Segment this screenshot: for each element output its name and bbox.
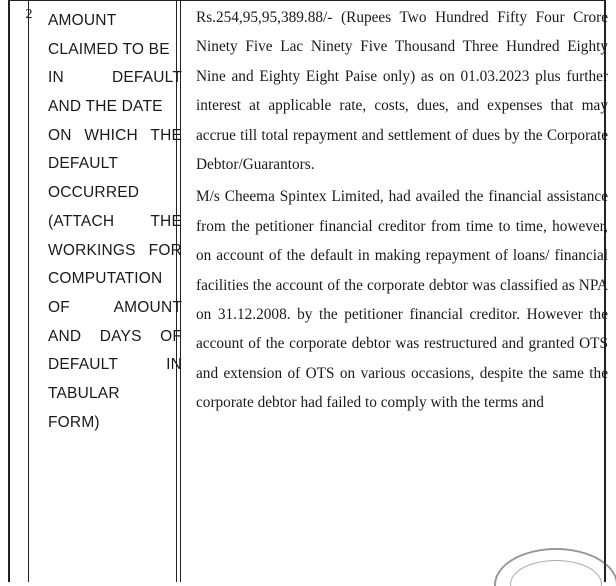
label-line: AMOUNT xyxy=(48,12,117,29)
label-line: OF AMOUNT xyxy=(48,298,182,316)
label-line: CLAIMED TO BE xyxy=(48,40,170,58)
label-line: DEFAULT IN xyxy=(48,356,182,374)
row-label xyxy=(48,7,182,437)
default-history-paragraph: M/s Cheema Spintex Limited, had availed the financial assistance from the petitioner financial creditor from time to time, however, on account of the default in making repayment of loans/ financial facilities the account of the corporate debtor was classified as NPA on 31.12.2008. by the petitioner financial creditor. However the account of the corporate debtor was restructured and granted OTS and extension of OTS on various occasions, despite the same the corporate debtor had failed to comply with the terms and xyxy=(196,188,608,412)
label-line: TABULAR xyxy=(48,384,120,402)
column-divider-serial xyxy=(28,1,29,582)
label-line: ON WHICH THE xyxy=(48,126,182,144)
claim-amount-paragraph: Rs.254,95,95,389.88/- (Rupees Two Hundred Fifty Four Crore Ninety Five Lac Ninety Five Thousand Three Hundred Eighty Nine and Eighty Eight Paise only) as on 01.03.2023 plus further interest at applicable rate, costs, dues, and expenses that may accrue till total repayment and settlement of dues by the Corporate Debtor/Guarantors. xyxy=(196,9,608,174)
label-line: IN DEFAULT xyxy=(48,69,182,87)
claim-table-row xyxy=(8,0,606,582)
label-line: COMPUTATION xyxy=(48,270,163,288)
label-line: (ATTACH THE xyxy=(48,212,182,230)
row-description xyxy=(196,3,608,418)
label-line: AND THE DATE xyxy=(48,98,163,116)
label-line: FORM) xyxy=(48,413,100,431)
label-line: OCCURRED xyxy=(48,184,140,202)
serial-number: 2 xyxy=(25,7,33,22)
label-line: AND DAYS OF xyxy=(48,327,182,345)
label-line: WORKINGS FOR xyxy=(48,241,182,259)
label-line: DEFAULT xyxy=(48,155,119,173)
